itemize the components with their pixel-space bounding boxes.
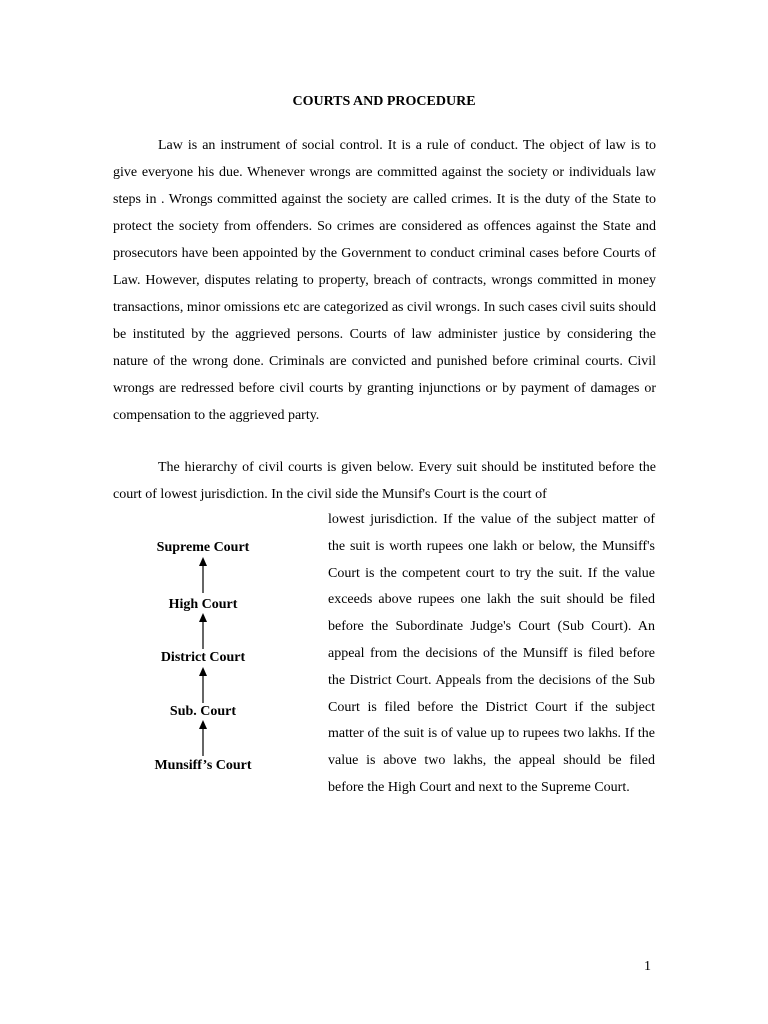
arrow-up-icon [199,667,207,703]
hierarchy-explanation-text: lowest jurisdiction. If the value of the subject matter of the suit is worth rupees one lakh or below, the Munsiff's Court is the competent court to try the suit. If the value exceeds above rupees one lakh the suit should be filed before the Subordinate Judge's Court (Sub Court). An appeal from the decisions of the Munsiff is filed before the District Court. Appeals from the decisions of the Sub Court is filed before the District Court if the subject matter of the suit is of value up to rupees two lakhs. If the value is above two lakhs, the appeal should be filed before the High Court and next to the Supreme Court. [328,512,655,795]
page-title: COURTS AND PROCEDURE [292,94,476,109]
arrow-up-icon [199,613,207,649]
court-level-supreme: Supreme Court [156,540,250,555]
arrow-up-icon [199,557,207,593]
hierarchy-intro-paragraph: The hierarchy of civil courts is given below. Every suit should be instituted before the court of lowest jurisdiction. In the civil side the Munsif's Court is the court of [113,460,656,502]
page-number: 1 [644,959,651,974]
court-level-high: High Court [168,597,238,612]
intro-paragraph: Law is an instrument of social control. It is a rule of conduct. The object of law is to give everyone his due. Whenever wrongs are committed against the society or individuals law steps in . Wrongs committed against the society are called crimes. It is the duty of the State to protect the society from offenders. So crimes are considered as offences against the State and prosecutors have been appointed by the Government to conduct criminal cases before Courts of Law. However, disputes relating to property, breach of contracts, wrongs committed in money transactions, minor omissions etc are categorized as civil wrongs. In such cases civil suits should be instituted by the aggrieved persons. Courts of law administer justice by considering the nature of the wrong done. Criminals are convicted and punished before criminal courts. Civil wrongs are redressed before civil courts by granting injunctions or by payment of damages or compensation to the aggrieved party. [113,138,656,423]
arrow-up-icon [199,720,207,756]
court-level-munsiff: Munsiff’s Court [154,758,252,773]
court-level-sub: Sub. Court [169,704,237,719]
court-level-district: District Court [160,650,246,665]
